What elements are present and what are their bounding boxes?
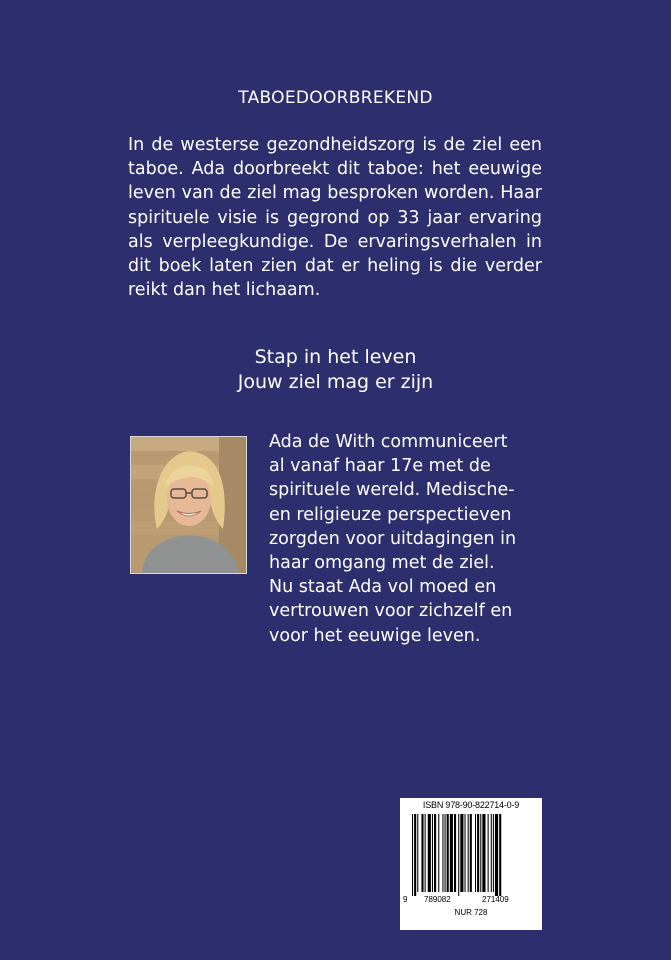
intro-text bbox=[128, 133, 542, 302]
heading: TABOEDOORBREKEND bbox=[238, 88, 433, 108]
barcode-box bbox=[400, 798, 542, 930]
bio-line: en religieuze perspectieven bbox=[269, 504, 512, 525]
bio-line: zorgden voor uitdagingen in bbox=[269, 528, 517, 549]
bio-line: al vanaf haar 17e met de bbox=[269, 456, 491, 477]
author-bio bbox=[269, 430, 553, 648]
bio-line: haar omgang met de ziel. bbox=[269, 553, 495, 574]
tagline bbox=[0, 345, 671, 395]
nur-label: NUR 728 bbox=[454, 908, 488, 917]
isbn-label: ISBN 978-90-822714-0-9 bbox=[422, 800, 520, 810]
bio-line: voor het eeuwige leven. bbox=[269, 625, 481, 646]
bio-line: Nu staat Ada vol moed en bbox=[269, 577, 497, 598]
bio-line: Ada de With communiceert bbox=[269, 432, 508, 452]
barcode-digit-lead: 9 bbox=[403, 895, 408, 904]
barcode-bars bbox=[412, 814, 530, 896]
barcode-digits-left: 789082 bbox=[424, 895, 451, 904]
tagline-line-1: Stap in het leven bbox=[254, 346, 417, 368]
bio-line: spirituele wereld. Medische- bbox=[269, 480, 515, 501]
tagline-line-2: Jouw ziel mag er zijn bbox=[237, 371, 434, 393]
author-photo bbox=[130, 436, 247, 574]
bio-line: vertrouwen voor zichzelf en bbox=[269, 601, 513, 622]
intro-paragraph: In de westerse gezondheidszorg is de ziel een taboe. Ada doorbreekt dit taboe: het eeuwige leven van de ziel mag besproken worden. Haar spirituele visie is gegrond op 33 jaar ervaring als verpleegkundige. De ervaringsverhalen in dit boek laten zien dat er heling is die verder reikt dan het lichaam. bbox=[128, 135, 542, 301]
barcode-digits-right: 271409 bbox=[482, 895, 509, 904]
